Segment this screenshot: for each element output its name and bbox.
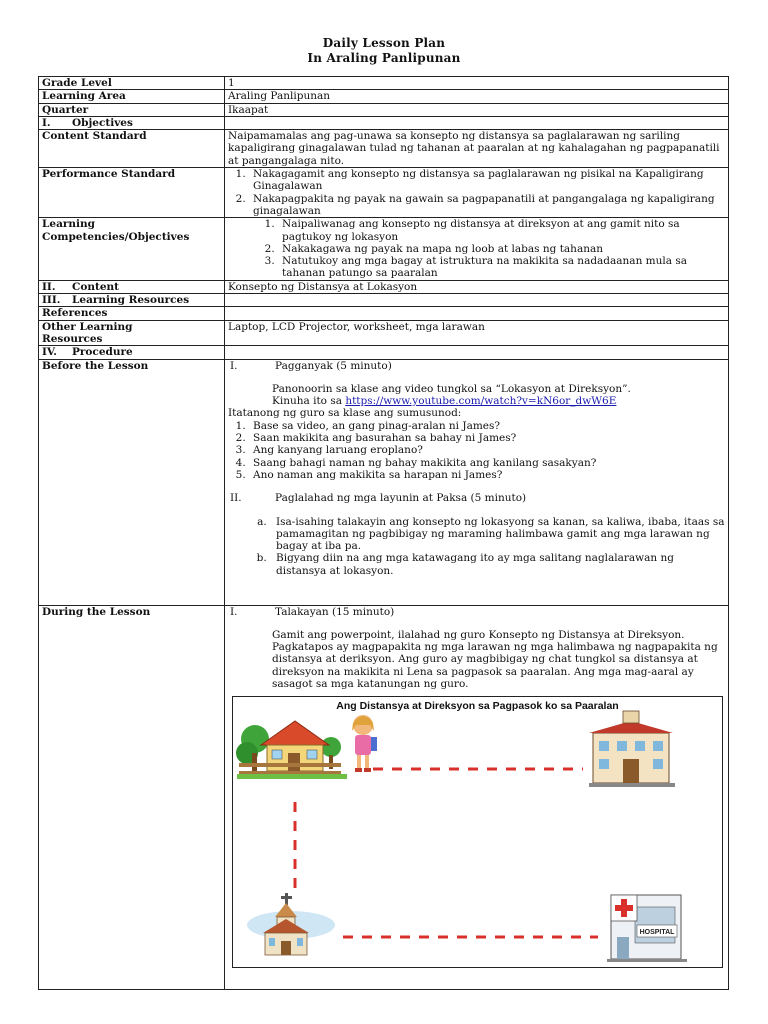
competencies-list bbox=[228, 218, 725, 279]
references-empty-cell bbox=[225, 307, 729, 320]
route-map-title: Ang Distansya at Direksyon sa Pagpasok ko sa Paaralan bbox=[336, 700, 619, 713]
quarter-row bbox=[39, 103, 729, 116]
quarter-label: Quarter bbox=[39, 103, 225, 116]
procedure-row bbox=[39, 346, 729, 359]
competencies-cell bbox=[225, 218, 729, 280]
question-item: 1. Base sa video, an gang pinag-aralan ni James? bbox=[249, 420, 725, 432]
discussion-number: I. bbox=[230, 605, 238, 618]
competency-item: 2. Nakakagawa ng payak na mapa ng loob at labas ng tahanan bbox=[278, 243, 725, 255]
during-lesson-label: During the Lesson bbox=[39, 605, 225, 989]
video-link[interactable]: https://www.youtube.com/watch?v=kN6or_dwW6E bbox=[345, 395, 617, 408]
other-resources-label bbox=[39, 320, 225, 346]
objectives-number: I. bbox=[42, 116, 51, 129]
motivation-heading bbox=[228, 360, 725, 372]
lesson-plan-table bbox=[38, 76, 729, 990]
references-label: References bbox=[39, 307, 225, 320]
objectives-empty-cell bbox=[225, 116, 729, 129]
hospital-sign: HOSPITAL bbox=[639, 929, 675, 937]
presentation-item: a. Isa-isahing talakayin ang konsepto ng lokasyong sa kanan, sa kaliwa, ibaba, itaas sa pamamagitan ng pagbibigay ng maraming halimbawa gamit ang mga larawan ng bagay at iba pa. bbox=[270, 516, 725, 553]
school-icon bbox=[589, 711, 675, 787]
performance-standard-list bbox=[228, 168, 725, 217]
before-lesson-label: Before the Lesson bbox=[39, 359, 225, 605]
competencies-label-line: Learning bbox=[42, 218, 95, 231]
performance-standard-label: Performance Standard bbox=[39, 168, 225, 218]
competency-item: 1. Naipaliwanag ang konsepto ng distansya at direksyon at ang gamit nito sa pagtukoy ng lokasyon bbox=[278, 218, 725, 243]
learning-area-row bbox=[39, 90, 729, 103]
competency-item: 3. Natutukoy ang mga bagay at istruktura na makikita sa nadadaanan mula sa tahanan patungo sa paaralan bbox=[278, 255, 725, 280]
during-lesson-row bbox=[39, 605, 729, 989]
content-standard-text: Naipamamalas ang pag-unawa sa konsepto ng distansya sa paglalarawan ng sariling kapaligirang ginagalawan tulad ng tahanan at paaralan at ng kahalagahan ng pagpapanatili at pangangalaga nito. bbox=[225, 130, 729, 168]
motivation-title: Pagganyak (5 minuto) bbox=[275, 359, 392, 372]
other-resources-value: Laptop, LCD Projector, worksheet, mga larawan bbox=[225, 320, 729, 346]
question-item: 2. Saan makikita ang basurahan sa bahay ni James? bbox=[249, 432, 725, 444]
during-lesson-cell bbox=[225, 605, 729, 989]
learning-resources-label: Learning Resources bbox=[72, 294, 190, 307]
route-map-drawing bbox=[233, 697, 727, 967]
content-number: II. bbox=[42, 280, 56, 293]
dashed-route bbox=[295, 769, 598, 937]
competencies-label-line: Competencies/Objectives bbox=[42, 230, 190, 243]
procedure-heading bbox=[39, 346, 225, 359]
learning-area-value: Araling Panlipunan bbox=[225, 90, 729, 103]
house-icon bbox=[236, 721, 347, 779]
learning-resources-row bbox=[39, 294, 729, 307]
content-heading bbox=[39, 280, 225, 293]
other-resources-row bbox=[39, 320, 729, 346]
objectives-row bbox=[39, 116, 729, 129]
content-label: Content bbox=[72, 280, 120, 293]
grade-level-value: 1 bbox=[225, 77, 729, 90]
questions-intro: Itatanong ng guro sa klase ang sumusunod: bbox=[228, 407, 462, 420]
content-row bbox=[39, 280, 729, 293]
learning-area-label: Learning Area bbox=[39, 90, 225, 103]
before-lesson-cell bbox=[225, 359, 729, 605]
questions-list bbox=[228, 420, 725, 481]
presentation-item: b. Bigyang diin na ang mga katawagang ito ay mga salitang naglalarawan ng distansya at lokasyon. bbox=[270, 552, 725, 577]
presentation-heading bbox=[228, 492, 725, 504]
other-resources-label-line: Resources bbox=[42, 332, 103, 345]
hospital-icon bbox=[607, 895, 687, 962]
competencies-label bbox=[39, 218, 225, 280]
church-icon bbox=[247, 893, 335, 955]
procedure-empty-cell bbox=[225, 346, 729, 359]
content-standard-label: Content Standard bbox=[39, 130, 225, 168]
learning-resources-number: III. bbox=[42, 294, 61, 307]
content-value: Konsepto ng Distansya at Lokasyon bbox=[225, 280, 729, 293]
video-source-prefix: Kinuha ito sa bbox=[272, 395, 346, 408]
quarter-value: Ikaapat bbox=[225, 103, 729, 116]
document-subtitle: In Araling Panlipunan bbox=[307, 51, 461, 65]
video-line: Panonoorin sa klase ang video tungkol sa “Lokasyon at Direksyon”. bbox=[272, 382, 631, 395]
presentation-title: Paglalahad ng mga layunin at Paksa (5 minuto) bbox=[275, 492, 527, 505]
girl-icon bbox=[352, 715, 377, 772]
content-standard-row bbox=[39, 130, 729, 168]
grade-level-row bbox=[39, 77, 729, 90]
question-item: 4. Saang bahagi naman ng bahay makikita ang kanilang sasakyan? bbox=[249, 457, 725, 469]
references-row bbox=[39, 307, 729, 320]
procedure-label: Procedure bbox=[72, 346, 133, 359]
objectives-label: Objectives bbox=[72, 116, 133, 129]
grade-level-label: Grade Level bbox=[39, 77, 225, 90]
before-lesson-row bbox=[39, 359, 729, 605]
document-title: Daily Lesson Plan bbox=[322, 36, 446, 50]
learning-resources-heading bbox=[39, 294, 225, 307]
other-resources-label-line: Other Learning bbox=[42, 320, 133, 333]
performance-standard-item: 1. Nakagagamit ang konsepto ng distansya sa paglalarawan ng pisikal na Kapaligirang Ginagalawan bbox=[249, 168, 725, 193]
performance-standard-cell bbox=[225, 168, 729, 218]
question-item: 5. Ano naman ang makikita sa harapan ni James? bbox=[249, 469, 725, 481]
question-item: 3. Ang kanyang laruang eroplano? bbox=[249, 444, 725, 456]
performance-standard-row bbox=[39, 168, 729, 218]
route-map-diagram bbox=[232, 696, 723, 968]
discussion-heading bbox=[228, 606, 725, 618]
objectives-heading bbox=[39, 116, 225, 129]
competencies-row bbox=[39, 218, 729, 280]
procedure-number: IV. bbox=[42, 346, 57, 359]
discussion-title: Talakayan (15 minuto) bbox=[275, 605, 395, 618]
discussion-text: Gamit ang powerpoint, ilalahad ng guro Konsepto ng Distansya at Direksyon. Pagkatapos ay magpapakita ng mga larawan ng mga halimbawa ng nagpapakita ng distansya at deriksyon. Ang guro ay magbibigay ng chat tungkol sa distansya at direksyon na makikita ni Lena sa pagpasok sa paaralan. Ang mga mag-aaral ay sasagot sa mga katanungan ng guro. bbox=[272, 628, 718, 691]
presentation-number: II. bbox=[230, 492, 242, 505]
video-source-line bbox=[228, 395, 725, 407]
performance-standard-item: 2. Nakapagpakita ng payak na gawain sa pagpapanatili at pangangalaga ng kapaligirang ginagalawan bbox=[249, 193, 725, 218]
learning-resources-empty-cell bbox=[225, 294, 729, 307]
presentation-list bbox=[228, 516, 725, 577]
motivation-number: I. bbox=[230, 359, 238, 372]
